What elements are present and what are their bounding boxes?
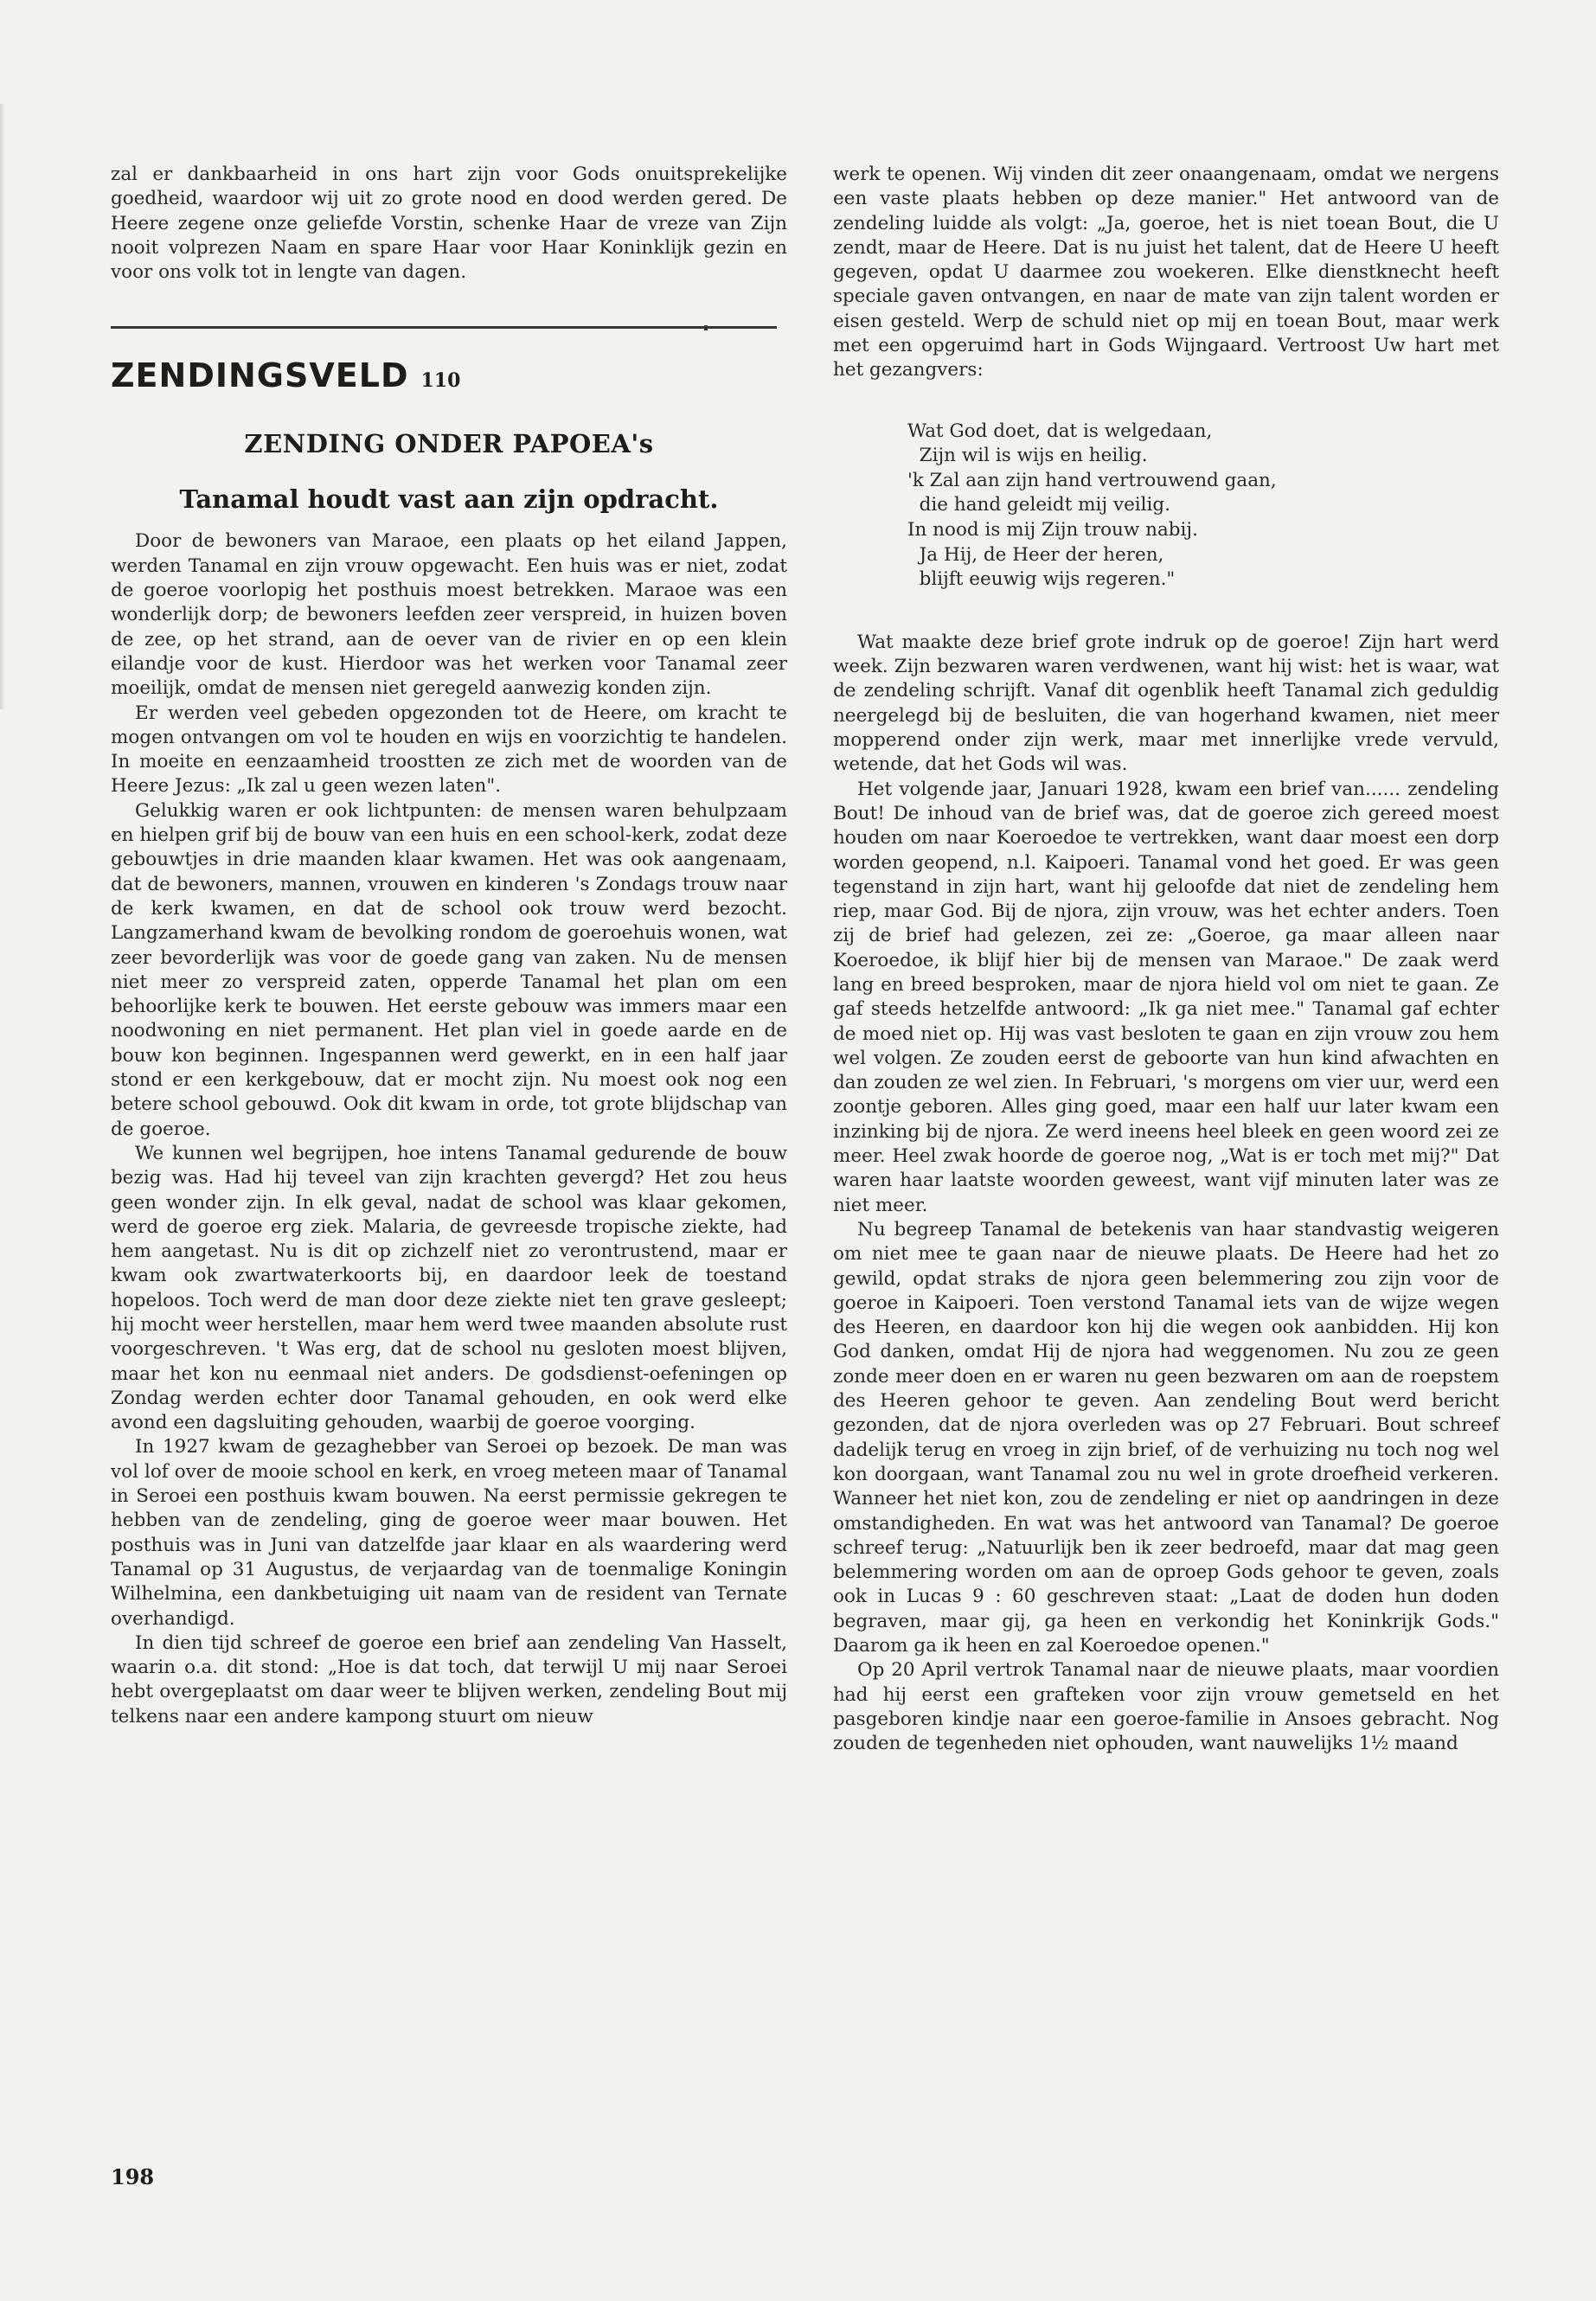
right-column (833, 163, 1499, 1756)
hymn-verse (907, 420, 1499, 593)
poem-line: Wat God doet, dat is welgedaan, (907, 420, 1213, 442)
section-divider (111, 326, 777, 329)
paragraph: Door de bewoners van Maraoe, een plaats op het eiland Jappen, werden Tanamal en zijn vrouw opgewacht. Een huis was er niet, zodat de goeroe voorlopig het posthuis moest betrekken. Maraoe was een wonderlijk dorp; de bewoners leefden zeer verspreid, in huizen boven de zee, op het strand, aan de oever van de rivier en op een klein eilandje voor de kust. Hierdoor was het werken voor Tanamal zeer moeilijk, omdat de mensen niet geregeld aanwezig konden zijn. (111, 530, 787, 700)
intro-paragraph: zal er dankbaarheid in ons hart zijn voor Gods onuitsprekelijke goedheid, waardoor wij uit zo grote nood en dood werden gered. De Heere zegene onze geliefde Vorstin, schenke Haar de vreze van Zijn nooit volprezen Naam en spare Haar voor Haar Koninklijk gezin en voor ons volk tot in lengte van dagen. (111, 163, 787, 284)
paragraph: Op 20 April vertrok Tanamal naar de nieuwe plaats, maar voordien had hij eerst een grafteken voor zijn vrouw gemetseld en het pasgeboren kindje naar een goeroe-familie in Ansoes gebracht. Nog zouden de tegenheden niet ophouden, want nauwelijks 1½ maand (833, 1659, 1499, 1755)
paragraph: In 1927 kwam de gezaghebber van Seroei op bezoek. De man was vol lof over de mooie school en kerk, en vroeg meteen maar of Tanamal in Seroei een posthuis kwam bouwen. Na eerst permissie gekregen te hebben van de zendeling, ging de goeroe weer maar bouwen. Het posthuis was in Juni van datzelfde jaar klaar en als waardering werd Tanamal op 31 Augustus, de verjaardag van de toenmalige Koningin Wilhelmina, een dankbetuiging uit naam van de resident van Ternate overhandigd. (111, 1436, 787, 1630)
section-heading (111, 356, 787, 394)
section-title: ZENDINGSVELD (111, 356, 409, 395)
paragraph: We kunnen wel begrijpen, hoe intens Tanamal gedurende de bouw bezig was. Had hij teveel van zijn krachten gevergd? Het zou heus geen wonder zijn. In elk geval, nadat de school was klaar gekomen, werd de goeroe erg ziek. Malaria, de gevreesde tropische ziekte, had hem aangetast. Nu is dit op zichzelf niet zo verontrustend, maar er kwam ook zwartwaterkoorts bij, en daardoor leek de toestand hopeloos. Toch werd de man door deze ziekte niet ten grave gesleept; hij mocht weer herstellen, maar hem werd twee maanden absolute rust voorgeschreven. 't Was erg, dat de school nu gesloten moest blijven, maar het kon nu eenmaal niet anders. De godsdienst-oefeningen op Zondag werden echter door Tanamal gehouden, en ook werd elke avond een dagsluiting gehouden, waarbij de goeroe voorging. (111, 1142, 787, 1434)
page-number: 198 (111, 2164, 155, 2189)
paragraph: Het volgende jaar, Januari 1928, kwam een brief van...... zendeling Bout! De inhoud van de brief was, dat de goeroe zich gereed moest houden om naar Koeroedoe te vertrekken, want daar moest een dorp worden geopend, n.l. Kaipoeri. Tanamal vond het goed. Er was geen tegenstand in zijn hart, want hij geloofde dat niet de zendeling hem riep, maar God. Bij de njora, zijn vrouw, was het echter anders. Toen zij de brief had gelezen, zei ze: „Goeroe, ga maar alleen naar Koeroedoe, ik blijf hier bij de mensen van Maraoe." De zaak werd lang en breed besproken, maar de njora hield vol om niet te gaan. Ze gaf steeds hetzelfde antwoord: „Ik ga niet mee." Tanamal gaf echter de moed niet op. Hij was vast besloten te gaan en zijn vrouw zou hem wel volgen. Ze zouden eerst de geboorte van hun kind afwachten en dan zouden ze wel zien. In Februari, 's morgens om vier uur, werd een zoontje geboren. Alles ging goed, maar een half uur later kwam een inzinking bij de njora. Ze werd ineens heel bleek en geen woord zei ze meer. Heel zwak hoorde de goeroe nog, „Wat is er toch met mij?" Dat waren haar laatste woorden geweest, want vijf minuten later was ze niet meer. (833, 778, 1499, 1216)
article-subtitle: Tanamal houdt vast aan zijn opdracht. (179, 484, 719, 515)
poem-line: blijft eeuwig wijs regeren." (907, 568, 1176, 591)
left-column (111, 163, 787, 1729)
poem-line: In nood is mij Zijn trouw nabij. (907, 519, 1198, 542)
paragraph: Gelukkig waren er ook lichtpunten: de mensen waren behulpzaam en hielpen grif bij de bouw van een huis en een school-kerk, zodat deze gebouwtjes in drie maanden klaar kwamen. Het was ook aangenaam, dat de bewoners, mannen, vrouwen en kinderen 's Zondags trouw naar de kerk kwamen, en dat de school ook trouw werd bezocht. Langzamerhand kwam de bevolking rondom de goeroehuis wonen, wat zeer bevorderlijk was voor de goede gang van zaken. Nu de mensen niet meer zo verspreid zaten, opperde Tanamal het plan om een behoorlijke kerk te bouwen. Het eerste gebouw was immers maar een noodwoning en niet permanent. Het plan viel in goede aarde en de bouw kon beginnen. Ingespannen werd gewerkt, en in een half jaar stond er een kerkgebouw, dat er mocht zijn. Nu moest ook nog een betere school gebouwd. Ook dit kwam in orde, tot grote blijdschap van de goeroe. (111, 799, 787, 1140)
paragraph: Nu begreep Tanamal de betekenis van haar standvastig weigeren om niet mee te gaan naar de nieuwe plaats. De Heere had het zo gewild, opdat straks de njora geen belemmering zou zijn voor de goeroe in Kaipoeri. Toen verstond Tanamal iets van de wijze wegen des Heeren, en daardoor kon hij die wegen ook aanbidden. Hij kon God danken, omdat Hij de njora had weggenomen. Nu zou ze geen zonde meer doen en er waren nu geen bezwaren om aan de roepstem des Heeren gehoor te geven. Aan zendeling Bout werd bericht gezonden, dat de njora overleden was op 27 Februari. Bout schreef dadelijk terug en vroeg in zijn brief, of de verhuizing nu toch nog wel kon doorgaan, want Tanamal zou nu wel in grote droefheid verkeren. Wanneer het niet kon, zou de zendeling er niet op aandringen in deze omstandigheden. En wat was het antwoord van Tanamal? De goeroe schreef terug: „Natuurlijk ben ik zeer bedroefd, maar dat mag geen belemmering worden om aan de oproep Gods gehoor te geven, zoals ook in Lucas 9 : 60 geschreven staat: „Laat de doden hun doden begraven, maar gij, ga heen en verkondig het Koninkrijk Gods." Daarom ga ik heen en zal Koeroedoe openen." (833, 1218, 1499, 1657)
poem-line: die hand geleidt mij veilig. (907, 494, 1171, 516)
article-title: ZENDING ONDER PAPOEA's (244, 429, 654, 459)
paragraph: In dien tijd schreef de goeroe een brief aan zendeling Van Hasselt, waarin o.a. dit stond: „Hoe is dat toch, dat terwijl U mij naar Seroei hebt overgeplaatst om daar weer te blijven werken, zendeling Bout mij telkens naar een andere kampong stuurt om nieuw (111, 1631, 787, 1727)
paragraph: Er werden veel gebeden opgezonden tot de Heere, om kracht te mogen ontvangen om vol te houden en wijs en voorzichtig te handelen. In moeite en eenzaamheid troostten ze zich met de woorden van de Heere Jezus: „Ik zal u geen wezen laten". (111, 702, 787, 798)
poem-line: Zijn wil is wijs en heilig. (907, 445, 1148, 467)
section-number: 110 (420, 369, 461, 393)
page-edge-shadow (0, 104, 5, 709)
poem-line: Ja Hij, de Heer der heren, (907, 543, 1164, 566)
intro-paragraph: werk te openen. Wij vinden dit zeer onaangenaam, omdat we nergens een vaste plaats hebben op deze manier." Het antwoord van de zendeling luidde als volgt: „Ja, goeroe, het is niet toean Bout, die U zendt, maar de Heere. Dat is nu juist het talent, dat de Heere U heeft gegeven, opdat U daarmee zou woekeren. Elke dienstknecht heeft speciale gaven ontvangen, en naar de mate van zijn talent worden er eisen gesteld. Werp de schuld niet op mij en toean Bout, maar werk met een opgeruimd hart in Gods Wijngaard. Vertroost Uw hart met het gezangvers: (833, 163, 1499, 381)
poem-line: 'k Zal aan zijn hand vertrouwend gaan, (907, 469, 1277, 491)
paragraph: Wat maakte deze brief grote indruk op de goeroe! Zijn hart werd week. Zijn bezwaren waren verdwenen, want hij wist: het is waar, wat de zendeling schrijft. Vanaf dit ogenblik heeft Tanamal zich geduldig neergelegd bij de besluiten, die van hogerhand kwamen, niet meer mopperend onder zijn werk, maar met innerlijke vrede vervuld, wetende, dat het Gods wil was. (833, 631, 1499, 776)
